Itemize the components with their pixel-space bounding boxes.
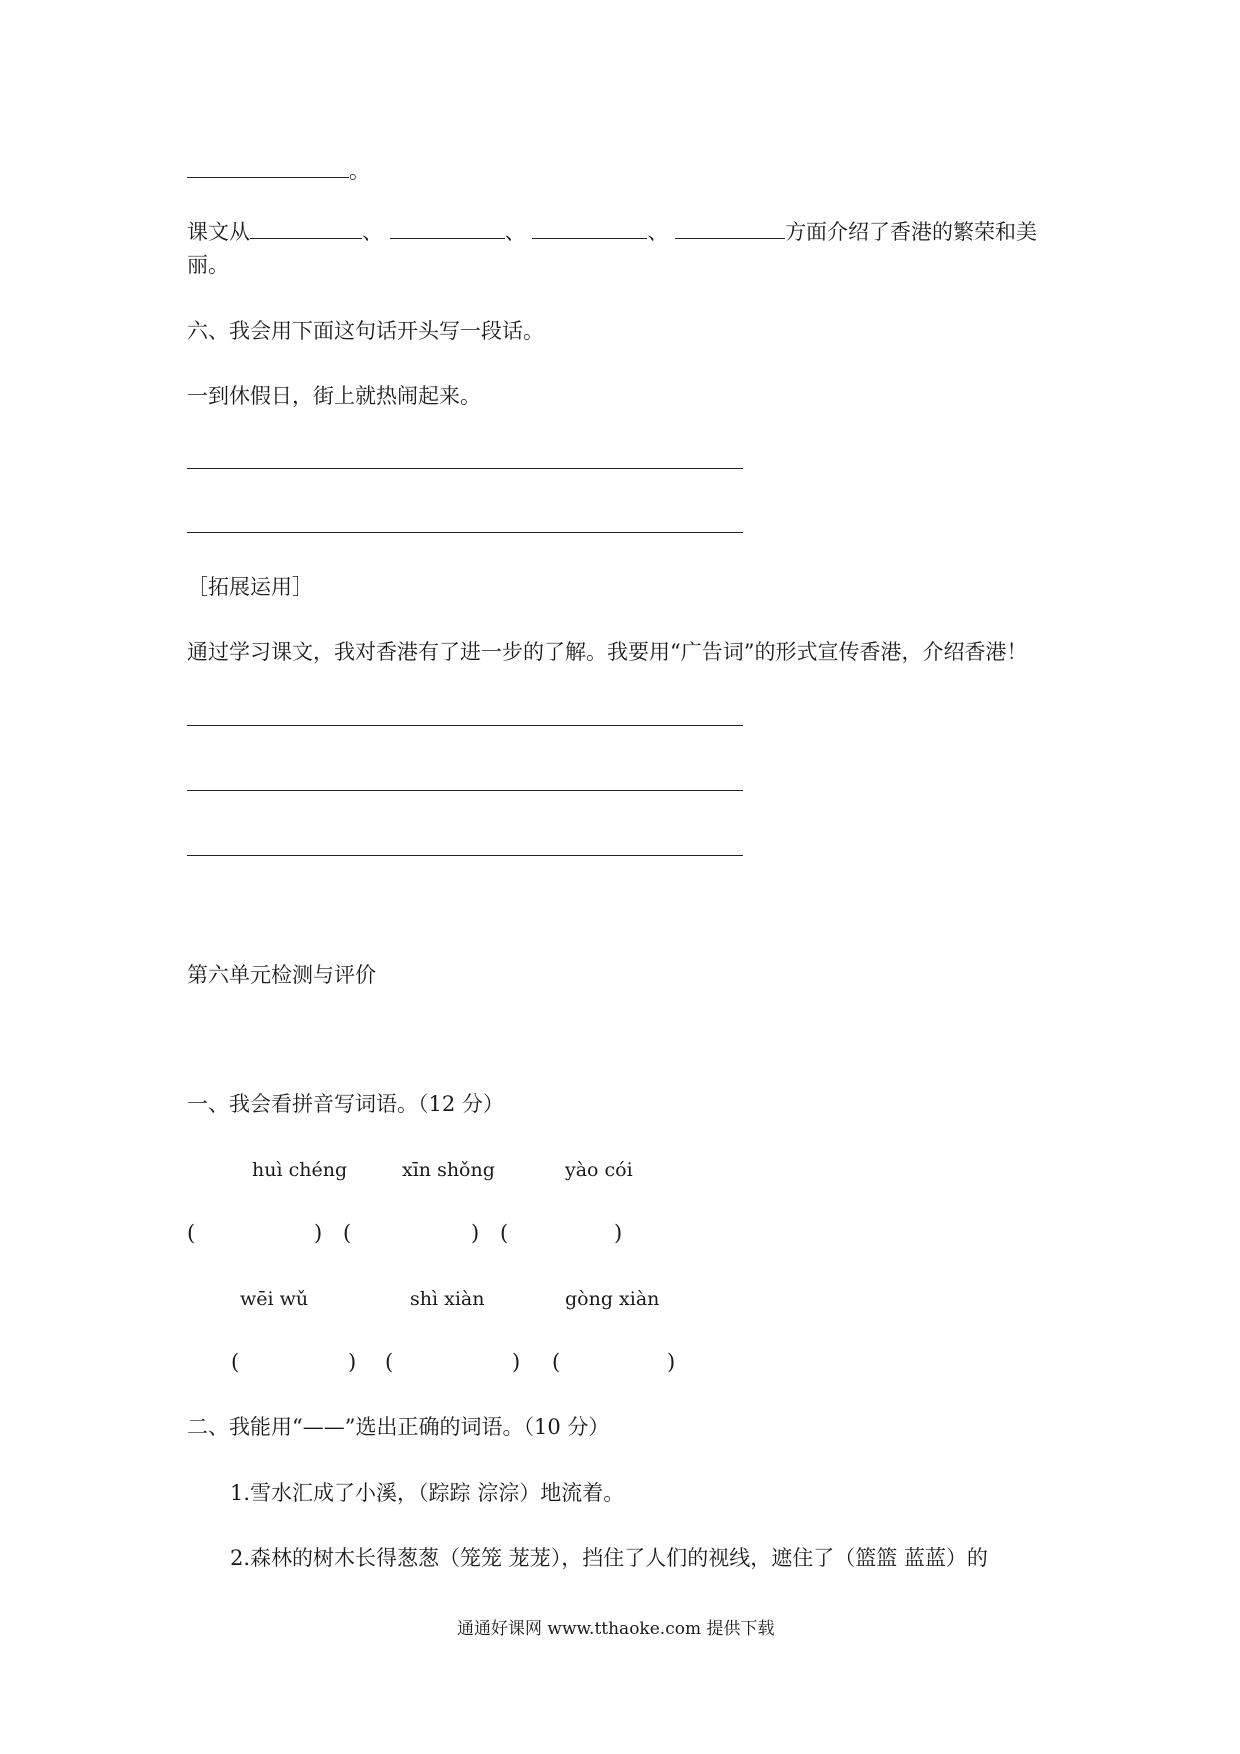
paren-close: ) (667, 1350, 676, 1374)
intro-suffix: 方面介绍了香港的繁荣和美 (785, 220, 1038, 244)
paren-open: ( (231, 1350, 240, 1374)
q1-heading: 一、我会看拼音写词语。（12 分） (187, 1092, 504, 1116)
paren-open: ( (385, 1350, 394, 1374)
separator: 、 (362, 220, 383, 244)
pinyin: huì chéng (252, 1159, 348, 1181)
unit-title: 第六单元检测与评价 (187, 963, 376, 987)
paren-close: ) (614, 1221, 623, 1245)
answer-blank[interactable] (250, 216, 362, 239)
answer-blank[interactable] (187, 155, 349, 178)
intro-sentence (187, 216, 1037, 247)
pinyin: yào cói (565, 1159, 633, 1181)
period: 。 (349, 159, 370, 183)
section6-heading: 六、我会用下面这句话开头写一段话。 (187, 319, 544, 343)
paren-close: ) (314, 1221, 323, 1245)
top-blank-line (187, 155, 370, 186)
paren-close: ) (512, 1350, 521, 1374)
extension-prompt: 通过学习课文，我对香港有了进一步的了解。我要用“广告词”的形式宣传香港，介绍香港！ (187, 640, 1028, 664)
q2-item-2: 2.森林的树木长得葱葱（笼笼 茏茏），挡住了人们的视线，遮住了（篮篮 蓝蓝）的 (230, 1546, 988, 1570)
paren-close: ) (471, 1221, 480, 1245)
pinyin: shì xiàn (410, 1288, 485, 1310)
writing-line[interactable] (187, 790, 743, 791)
section6-starter: 一到休假日，街上就热闹起来。 (187, 384, 481, 408)
pinyin: wēi wǔ (240, 1288, 309, 1310)
intro-wrap: 丽。 (187, 253, 229, 277)
paren-open: ( (552, 1350, 561, 1374)
q2-item-1: 1.雪水汇成了小溪，（踪踪 淙淙）地流着。 (230, 1481, 625, 1505)
writing-line[interactable] (187, 468, 743, 469)
paren-open: ( (500, 1221, 509, 1245)
answer-blank[interactable] (675, 216, 785, 239)
writing-line[interactable] (187, 725, 743, 726)
separator: 、 (647, 220, 669, 244)
writing-line[interactable] (187, 855, 743, 856)
pinyin: xīn shǒng (402, 1159, 495, 1181)
paren-open: ( (187, 1221, 196, 1245)
pinyin: gòng xiàn (565, 1288, 660, 1310)
extension-heading: ［拓展运用］ (187, 575, 313, 599)
intro-prefix: 课文从 (187, 220, 250, 244)
answer-blank[interactable] (532, 216, 647, 239)
separator: 、 (504, 220, 526, 244)
footer: 通通好课网 www.tthaoke.com 提供下载 (457, 1619, 775, 1639)
writing-line[interactable] (187, 532, 743, 533)
paren-close: ) (348, 1350, 357, 1374)
q2-heading: 二、我能用“——”选出正确的词语。（10 分） (187, 1415, 610, 1439)
paren-open: ( (343, 1221, 352, 1245)
answer-blank[interactable] (390, 216, 505, 239)
